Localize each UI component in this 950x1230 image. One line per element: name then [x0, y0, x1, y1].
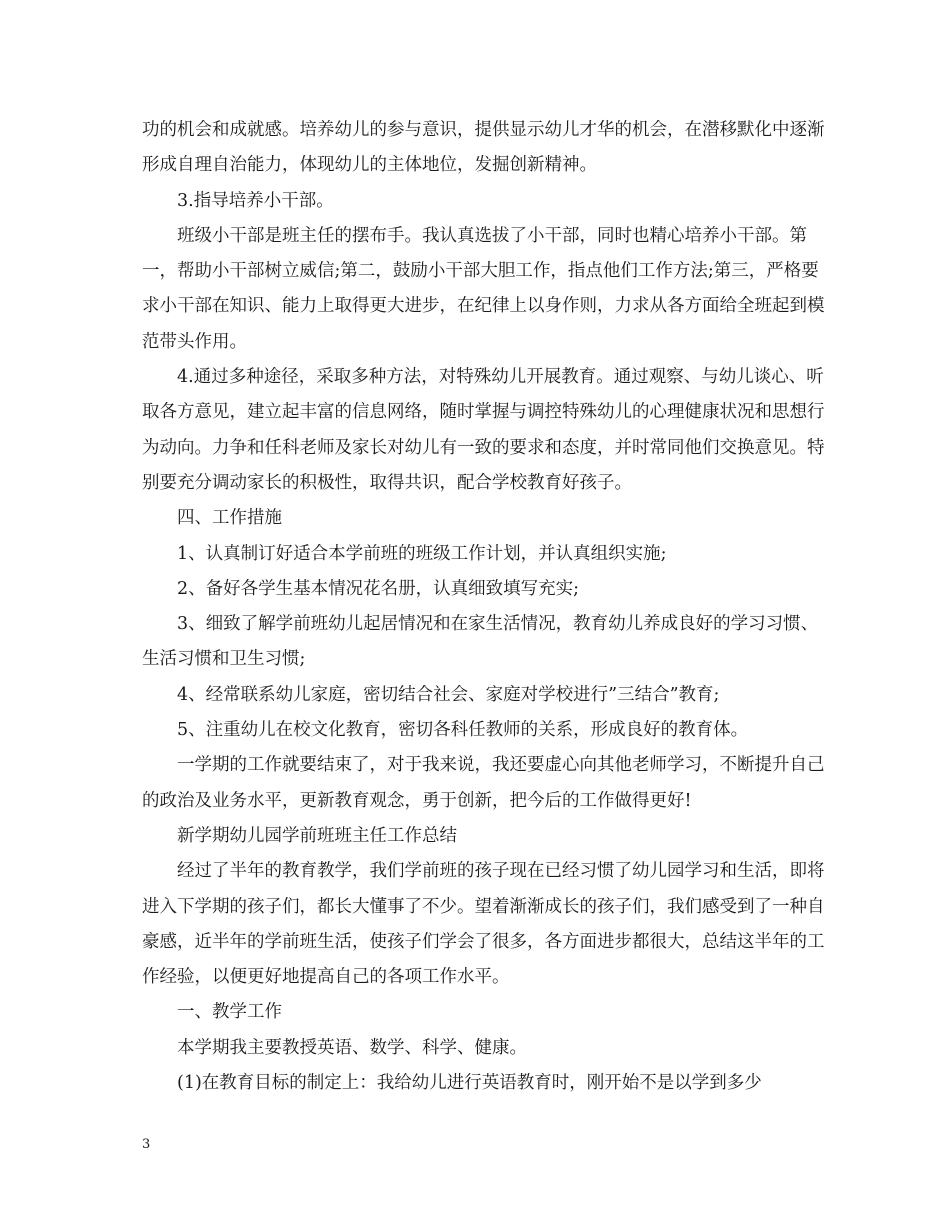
paragraph: 功的机会和成就感。培养幼儿的参与意识，提供显示幼儿才华的机会，在潜移默化中逐渐形成自理自治能力，体现幼儿的主体地位，发掘创新精神。 [142, 120, 825, 176]
paragraph: 3.指导培养小干部。 [177, 190, 334, 211]
list-item: 3、细致了解学前班幼儿起居情况和在家生活情况，教育幼儿养成良好的学习习惯、生活习惯和卫生习惯; [142, 614, 819, 670]
page-number: 3 [142, 1137, 151, 1152]
paragraph: 一学期的工作就要结束了，对于我来说，我还要虚心向其他老师学习，不断提升自己的政治及业务水平，更新教育观念，勇于创新，把今后的工作做得更好! [142, 755, 825, 811]
paragraph: 经过了半年的教育教学，我们学前班的孩子现在已经习惯了幼儿园学习和生活，即将进入下学期的孩子们，都长大懂事了不少。望着渐渐成长的孩子们，我们感受到了一种自豪感，近半年的学前班生活，使孩子们学会了很多，各方面进步都很大，总结这半年的工作经验，以便更好地提高自己的各项工作水平。 [142, 861, 825, 988]
paragraph: 本学期我主要教授英语、数学、科学、健康。 [177, 1037, 527, 1058]
paragraph: 4.通过多种途径，采取多种方法，对特殊幼儿开展教育。通过观察、与幼儿谈心、听取各方意见，建立起丰富的信息网络，随时掌握与调控特殊幼儿的心理健康状况和思想行为动向。力争和任科老师及家长对幼儿有一致的要求和态度，并时常同他们交换意见。特别要充分调动家长的积极性，取得共识，配合学校教育好孩子。 [142, 367, 825, 493]
list-item: 2、备好各学生基本情况花名册，认真细致填写充实; [177, 578, 580, 599]
paragraph: (1)在教育目标的制定上：我给幼儿进行英语教育时，刚开始不是以学到多少 [177, 1073, 762, 1094]
list-item: 4、经常联系幼儿家庭，密切结合社会、家庭对学校进行”三结合”教育; [177, 684, 720, 705]
section-heading: 一、教学工作 [177, 1002, 282, 1023]
document-title: 新学期幼儿园学前班班主任工作总结 [177, 825, 457, 846]
section-heading: 四、工作措施 [177, 508, 282, 529]
list-item: 1、认真制订好适合本学前班的班级工作计划，并认真组织实施; [177, 543, 667, 564]
list-item: 5、注重幼儿在校文化教育，密切各科任教师的关系，形成良好的教育体。 [177, 720, 749, 741]
paragraph: 班级小干部是班主任的摆布手。我认真选拔了小干部，同时也精心培养小干部。第一，帮助小干部树立威信;第二，鼓励小干部大胆工作，指点他们工作方法;第三，严格要求小干部在知识、能力上取得更大进步，在纪律上以身作则，力求从各方面给全班起到模范带头作用。 [142, 225, 825, 352]
document-body [142, 113, 832, 1101]
